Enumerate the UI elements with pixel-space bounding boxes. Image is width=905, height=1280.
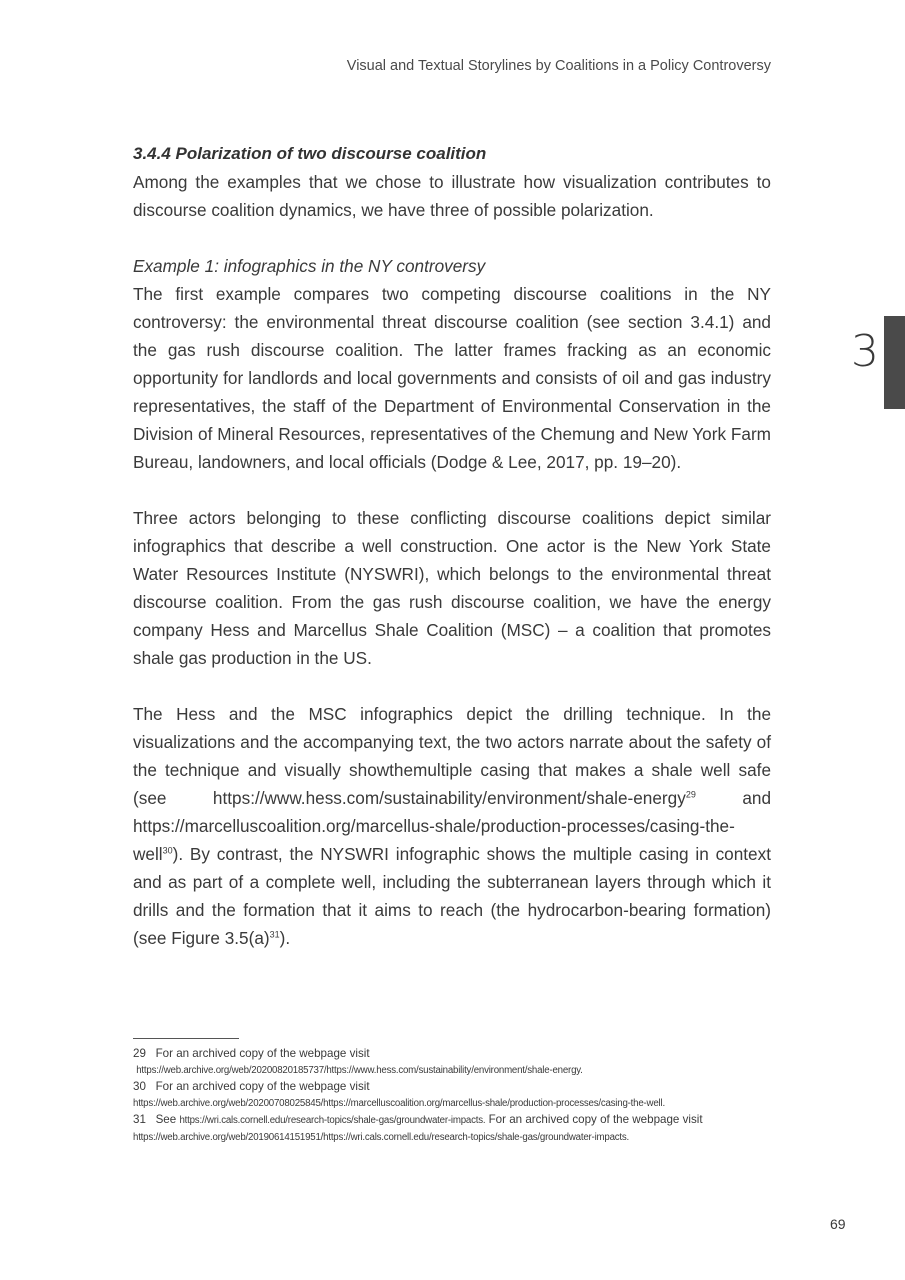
- paragraph-3-text-c: ). By contrast, the NYSWRI infographic shows the multiple casing in context and as part of a complete well, including the subterranean layers through which it drills and the formation that it aims to reach (the hydrocarbon-bearing formation) (see Figure 3.5(a): [133, 844, 771, 948]
- paragraph-2: Three actors belonging to these conflicting discourse coalitions depict similar infographics that describe a well construction. One actor is the New York State Water Resources Institute (NYSWRI), which belongs to the environmental threat discourse coalition. From the gas rush discourse coalition, we have the energy company Hess and Marcellus Shale Coalition (MSC) – a coalition that promotes shale gas production in the US.: [133, 508, 771, 668]
- running-header: Visual and Textual Storylines by Coalitions in a Policy Controversy: [346, 58, 771, 74]
- footnote-29-url-line: [133, 1062, 773, 1079]
- paragraph-3-text-b: and https://marcelluscoalition.org/marcellus-shale/production-processes/casing-the-well: [133, 788, 771, 864]
- page-number: 69: [830, 1216, 846, 1232]
- footnote-ref-31[interactable]: 31: [269, 929, 280, 940]
- footnote-ref-29[interactable]: 29: [685, 789, 696, 800]
- footnote-number: 31: [133, 1113, 146, 1126]
- footnote-separator: [133, 1038, 239, 1039]
- footnotes: [133, 1046, 773, 1146]
- footnote-text: For an archived copy of the webpage visit: [488, 1113, 703, 1126]
- section-intro-paragraph: Among the examples that we chose to illustrate how visualization contributes to discourse coalition dynamics, we have three of possible polarization.: [133, 172, 771, 220]
- footnote-url-link[interactable]: https://wri.cals.cornell.edu/research-topics/shale-gas/groundwater-impacts.: [179, 1115, 486, 1126]
- footnote-text: For an archived copy of the webpage visit: [155, 1080, 370, 1093]
- footnote-number: 29: [133, 1047, 146, 1060]
- chapter-number: 3: [851, 326, 879, 377]
- paragraph-3-text-a: The Hess and the MSC infographics depict the drilling technique. In the visualizations and the accompanying text, the two actors narrate about the safety of the technique and visually showthemultiple casing that makes a shale well safe (see https://www.hess.com/sustainability/environment/shale-energy: [133, 704, 771, 808]
- footnote-31-url-line: [133, 1129, 773, 1146]
- example-title: Example 1: infographics in the NY controversy: [133, 256, 486, 276]
- footnote-29: [133, 1046, 773, 1062]
- footnote-30: [133, 1079, 773, 1095]
- footnote-prefix: See: [155, 1113, 177, 1126]
- section-title: 3.4.4 Polarization of two discourse coalition: [133, 144, 487, 163]
- footnote-30-url-line: [133, 1095, 773, 1112]
- footnote-url-link[interactable]: https://web.archive.org/web/20190614151951/https://wri.cals.cornell.edu/research-topics/shale-gas/groundwater-impacts.: [133, 1132, 630, 1143]
- body-content: [133, 140, 771, 952]
- paragraph-3: [133, 700, 771, 952]
- paragraph-1: The first example compares two competing discourse coalitions in the NY controversy: the environmental threat discourse coalition (see section 3.4.1) and the gas rush discourse coalition. The latter frames fracking as an economic opportunity for landlords and local governments and consists of oil and gas industry representatives, the staff of the Department of Environmental Conservation in the Division of Mineral Resources, representatives of the Chemung and New York Farm Bureau, landowners, and local officials (Dodge & Lee, 2017, pp. 19–20).: [133, 284, 771, 472]
- chapter-tab-marker: [884, 316, 905, 409]
- footnote-url-link[interactable]: https://web.archive.org/web/20200708025845/https://marcelluscoalition.org/marcellus-shale/production-processes/casing-the-well.: [133, 1098, 665, 1109]
- footnote-text: For an archived copy of the webpage visit: [155, 1047, 370, 1060]
- footnote-number: 30: [133, 1080, 146, 1093]
- footnote-31: [133, 1112, 773, 1129]
- footnote-url-link[interactable]: https://web.archive.org/web/20200820185737/https://www.hess.com/sustainability/environment/shale-energy.: [136, 1065, 583, 1076]
- footnote-ref-30[interactable]: 30: [162, 845, 173, 856]
- paragraph-3-text-d: ).: [279, 928, 291, 948]
